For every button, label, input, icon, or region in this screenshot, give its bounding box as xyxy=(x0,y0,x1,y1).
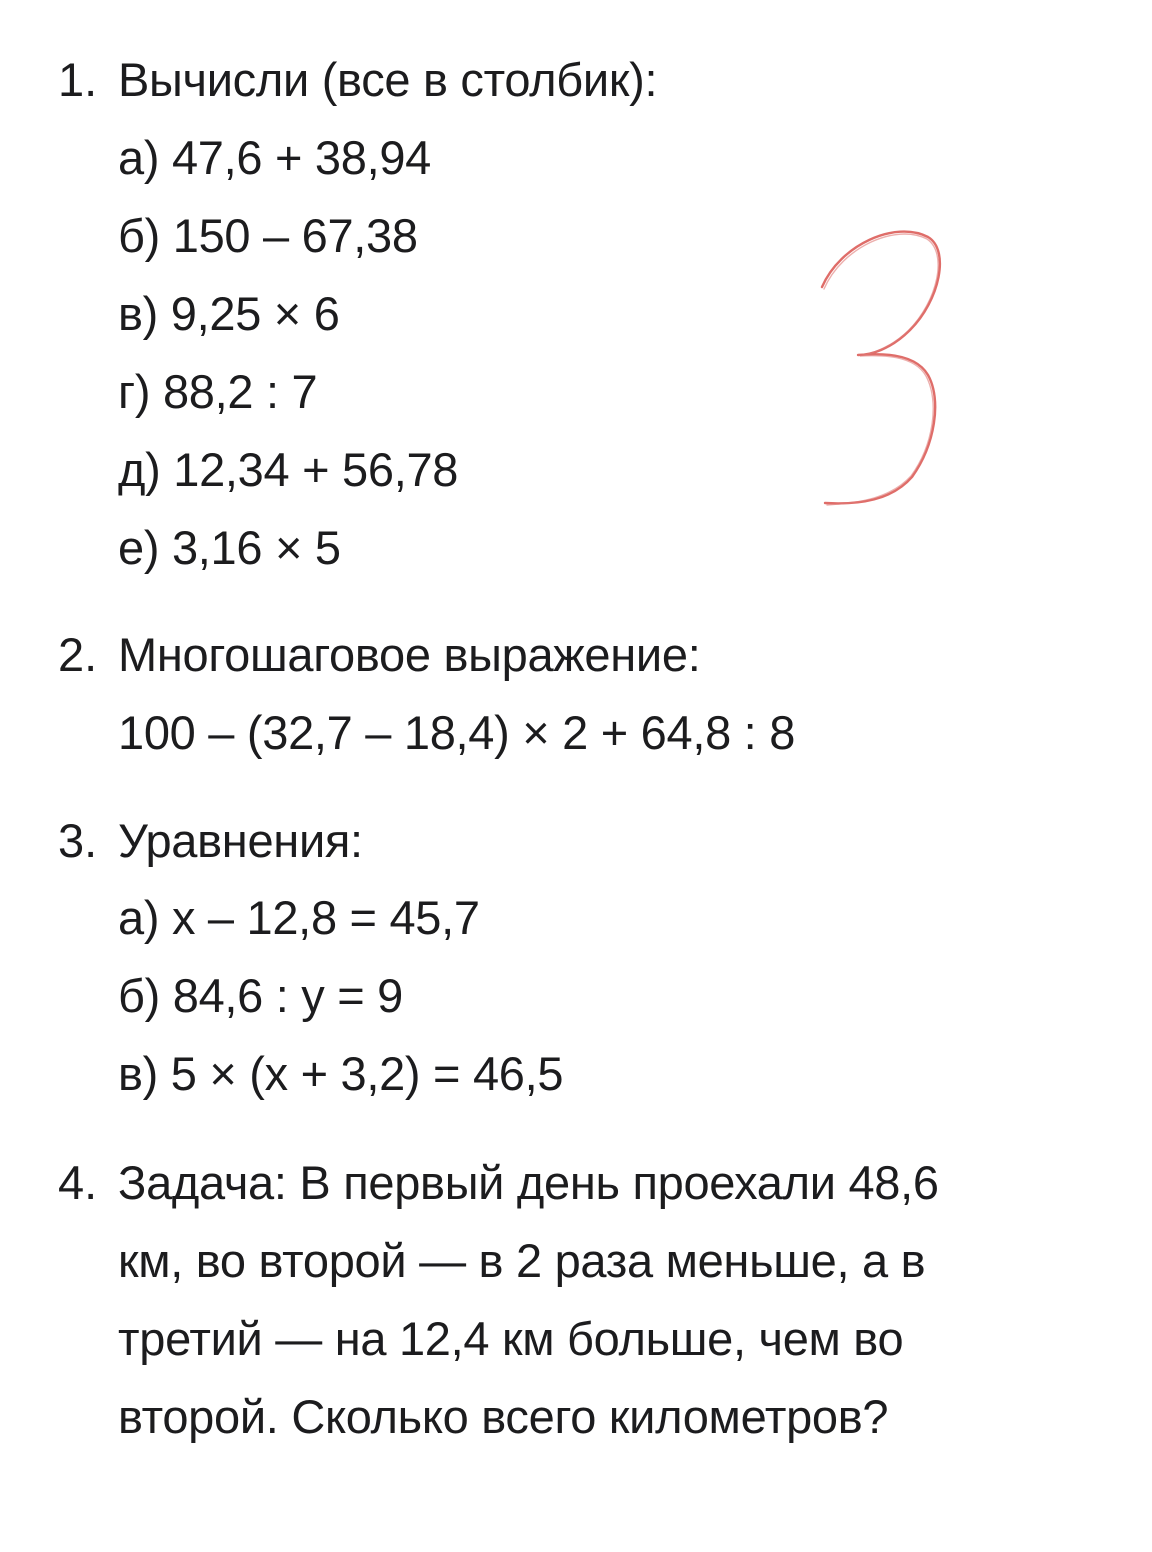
task-4-number: 4. xyxy=(58,1156,98,1209)
task-1-item-d: д) 12,34 + 56,78 xyxy=(118,443,459,496)
task-4-line-3: третий — на 12,4 км больше, чем во xyxy=(118,1312,904,1365)
task-3-item-a: а) x – 12,8 = 45,7 xyxy=(118,891,480,944)
task-3-number: 3. xyxy=(58,814,98,867)
task-3-title: Уравнения: xyxy=(118,814,363,867)
task-4-line-1: Задача: В первый день проехали 48,6 xyxy=(118,1156,939,1209)
task-1-item-v: в) 9,25 × 6 xyxy=(118,287,340,340)
task-1-item-b: б) 150 – 67,38 xyxy=(118,209,418,262)
task-2-title: Многошаговое выражение: xyxy=(118,628,701,681)
task-1-item-a: а) 47,6 + 38,94 xyxy=(118,131,432,184)
task-1-number: 1. xyxy=(58,53,98,106)
task-1-title: Вычисли (все в столбик): xyxy=(118,53,658,106)
task-2-expression: 100 – (32,7 – 18,4) × 2 + 64,8 : 8 xyxy=(118,706,796,759)
task-3-item-v: в) 5 × (x + 3,2) = 46,5 xyxy=(118,1047,564,1100)
task-2-number: 2. xyxy=(58,628,98,681)
task-1-item-e: е) 3,16 × 5 xyxy=(118,521,341,574)
task-4-line-4: второй. Сколько всего километров? xyxy=(118,1390,889,1443)
task-1-item-g: г) 88,2 : 7 xyxy=(118,365,318,418)
task-3-item-b: б) 84,6 : y = 9 xyxy=(118,969,403,1022)
task-4-line-2: км, во второй — в 2 раза меньше, а в xyxy=(118,1234,926,1287)
handwritten-grade-mark xyxy=(800,215,970,525)
